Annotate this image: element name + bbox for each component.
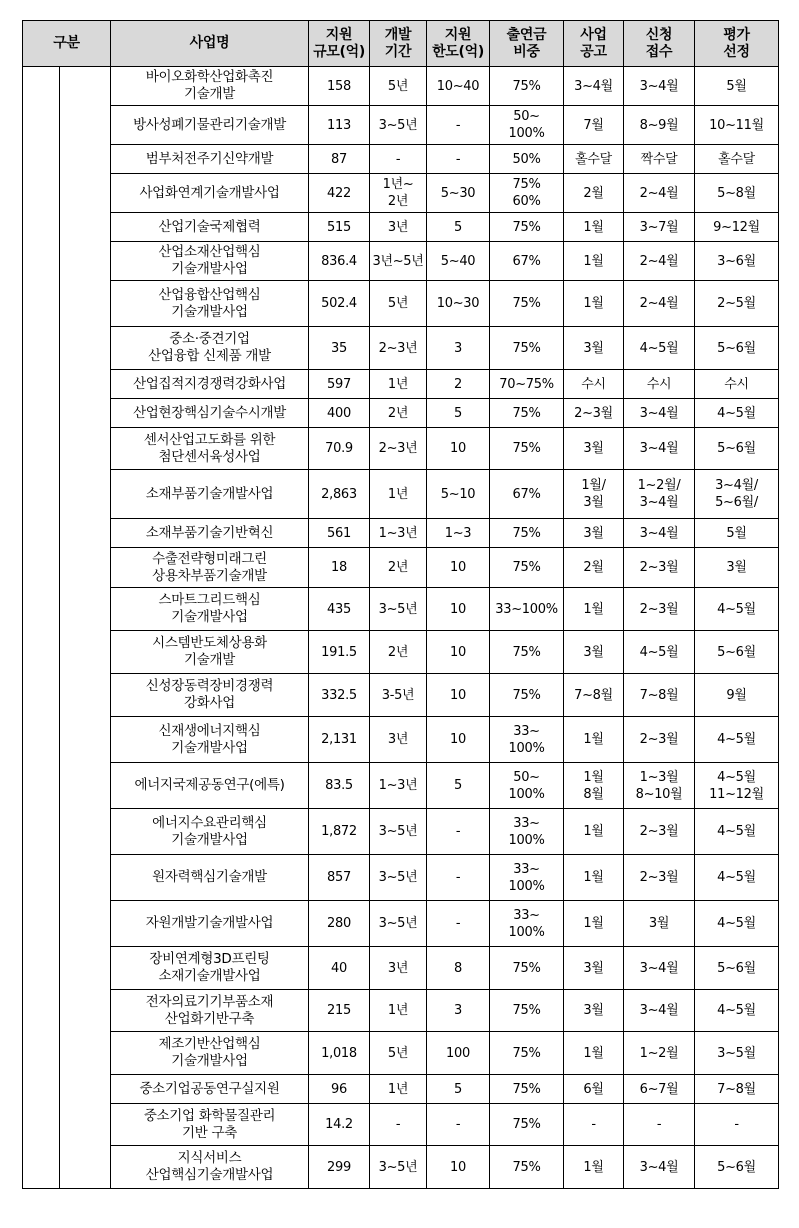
cell-limit: 10	[427, 674, 490, 717]
cell-limit: 10	[427, 717, 490, 763]
cell-select: 3월	[695, 548, 779, 588]
cell-period: 3~5년	[370, 106, 427, 145]
cell-name: 장비연계형3D프린팅 소재기술개발사업	[111, 947, 309, 990]
cell-notice: 수시	[564, 370, 624, 399]
cell-scale: 1,018	[309, 1032, 370, 1075]
cell-select: 9~12월	[695, 213, 779, 242]
cell-notice: 1월	[564, 717, 624, 763]
cell-name: 방사성폐기물관리기술개발	[111, 106, 309, 145]
cell-period: 2년	[370, 548, 427, 588]
cell-apply: 7~8월	[624, 674, 695, 717]
cell-apply: 1~2월	[624, 1032, 695, 1075]
cell-scale: 14.2	[309, 1104, 370, 1146]
table-row	[23, 901, 779, 947]
cell-name: 사업화연계기술개발사업	[111, 174, 309, 213]
cell-name: 자원개발기술개발사업	[111, 901, 309, 947]
cell-notice: 1월	[564, 281, 624, 327]
cell-period: -	[370, 1104, 427, 1146]
cell-select: 5~6월	[695, 631, 779, 674]
cell-scale: 422	[309, 174, 370, 213]
cell-period: 2~3년	[370, 428, 427, 470]
cell-notice: 1월 8월	[564, 763, 624, 809]
header-period: 개발 기간	[370, 21, 427, 67]
cell-apply: 1~2월/ 3~4월	[624, 470, 695, 519]
cell-period: 2~3년	[370, 327, 427, 370]
table-row	[23, 855, 779, 901]
cell-name: 신재생에너지핵심 기술개발사업	[111, 717, 309, 763]
cell-apply: 3~4월	[624, 399, 695, 428]
cell-select: -	[695, 1104, 779, 1146]
cell-ratio: 75%	[490, 1146, 564, 1189]
table-row	[23, 1146, 779, 1189]
cell-period: 3년~5년	[370, 242, 427, 281]
cell-period: -	[370, 145, 427, 174]
cell-period: 5년	[370, 67, 427, 106]
header-apply: 신청 접수	[624, 21, 695, 67]
cell-select: 5~6월	[695, 327, 779, 370]
cell-notice: 1월	[564, 855, 624, 901]
cell-apply: 3~4월	[624, 990, 695, 1032]
cell-ratio: 50~ 100%	[490, 763, 564, 809]
cell-apply: 2~3월	[624, 809, 695, 855]
cell-limit: 5~10	[427, 470, 490, 519]
cell-select: 4~5월 11~12월	[695, 763, 779, 809]
cell-limit: 10	[427, 428, 490, 470]
cell-notice: 3월	[564, 519, 624, 548]
cell-ratio: 75%	[490, 548, 564, 588]
header-gubun: 구분	[23, 21, 111, 67]
cell-notice: 3월	[564, 428, 624, 470]
cell-scale: 332.5	[309, 674, 370, 717]
table-row	[23, 674, 779, 717]
cell-notice: 1월	[564, 242, 624, 281]
cell-notice: 3월	[564, 631, 624, 674]
header-notice: 사업 공고	[564, 21, 624, 67]
cell-scale: 83.5	[309, 763, 370, 809]
table-row	[23, 213, 779, 242]
cell-select: 2~5월	[695, 281, 779, 327]
cell-period: 1년	[370, 990, 427, 1032]
cell-period: 3년	[370, 213, 427, 242]
cell-notice: 7~8월	[564, 674, 624, 717]
cell-notice: 1월	[564, 901, 624, 947]
cell-select: 3~6월	[695, 242, 779, 281]
cell-limit: 10~30	[427, 281, 490, 327]
cell-notice: 3월	[564, 327, 624, 370]
cell-notice: 2~3월	[564, 399, 624, 428]
cell-notice: 1월	[564, 213, 624, 242]
cell-notice: 1월	[564, 1032, 624, 1075]
table-row	[23, 717, 779, 763]
table-row	[23, 631, 779, 674]
cell-select: 수시	[695, 370, 779, 399]
cell-ratio: 75%	[490, 1032, 564, 1075]
cell-select: 4~5월	[695, 855, 779, 901]
cell-name: 시스템반도체상용화 기술개발	[111, 631, 309, 674]
cell-scale: 597	[309, 370, 370, 399]
cell-name: 지식서비스 산업핵심기술개발사업	[111, 1146, 309, 1189]
cell-apply: 3~4월	[624, 67, 695, 106]
cell-period: 3~5년	[370, 588, 427, 631]
cell-name: 에너지국제공동연구(에특)	[111, 763, 309, 809]
cell-ratio: 50~ 100%	[490, 106, 564, 145]
cell-apply: 2~3월	[624, 717, 695, 763]
cell-period: 3년	[370, 947, 427, 990]
cell-scale: 280	[309, 901, 370, 947]
cell-scale: 515	[309, 213, 370, 242]
cell-name: 산업기술국제협력	[111, 213, 309, 242]
cell-name: 전자의료기기부품소재 산업화기반구축	[111, 990, 309, 1032]
cell-apply: 1~3월 8~10월	[624, 763, 695, 809]
table-row	[23, 947, 779, 990]
cell-period: 5년	[370, 1032, 427, 1075]
table-row	[23, 145, 779, 174]
cell-limit: 2	[427, 370, 490, 399]
cell-scale: 40	[309, 947, 370, 990]
table-row	[23, 327, 779, 370]
cell-ratio: 75%	[490, 1104, 564, 1146]
table-row	[23, 67, 779, 106]
table-row	[23, 470, 779, 519]
cell-apply: -	[624, 1104, 695, 1146]
cell-select: 3~4월/ 5~6월/	[695, 470, 779, 519]
cell-scale: 561	[309, 519, 370, 548]
cell-period: 3년	[370, 717, 427, 763]
cell-name: 소재부품기술기반혁신	[111, 519, 309, 548]
cell-apply: 2~3월	[624, 548, 695, 588]
cell-select: 3~5월	[695, 1032, 779, 1075]
cell-select: 5~6월	[695, 947, 779, 990]
cell-select: 4~5월	[695, 399, 779, 428]
cell-notice: 3월	[564, 947, 624, 990]
cell-select: 5~8월	[695, 174, 779, 213]
cell-select: 홀수달	[695, 145, 779, 174]
cell-scale: 113	[309, 106, 370, 145]
cell-notice: 2월	[564, 174, 624, 213]
cell-scale: 299	[309, 1146, 370, 1189]
cell-apply: 2~4월	[624, 174, 695, 213]
cell-apply: 4~5월	[624, 631, 695, 674]
table-row	[23, 1075, 779, 1104]
cell-apply: 6~7월	[624, 1075, 695, 1104]
cell-select: 4~5월	[695, 990, 779, 1032]
cell-ratio: 75%	[490, 281, 564, 327]
cell-period: 5년	[370, 281, 427, 327]
table-row	[23, 1104, 779, 1146]
cell-name: 에너지수요관리핵심 기술개발사업	[111, 809, 309, 855]
table-row	[23, 242, 779, 281]
cell-limit: 3	[427, 327, 490, 370]
cell-apply: 4~5월	[624, 327, 695, 370]
table-row	[23, 990, 779, 1032]
cell-select: 5월	[695, 519, 779, 548]
cell-ratio: 33~ 100%	[490, 855, 564, 901]
cell-ratio: 67%	[490, 470, 564, 519]
cell-limit: 5	[427, 213, 490, 242]
table-row	[23, 370, 779, 399]
cell-name: 산업현장핵심기술수시개발	[111, 399, 309, 428]
cell-select: 10~11월	[695, 106, 779, 145]
cell-period: 3~5년	[370, 901, 427, 947]
cell-limit: 5	[427, 1075, 490, 1104]
cell-apply: 3~4월	[624, 1146, 695, 1189]
cell-notice: -	[564, 1104, 624, 1146]
cell-name: 산업소재산업핵심 기술개발사업	[111, 242, 309, 281]
cell-limit: -	[427, 809, 490, 855]
cell-ratio: 70~75%	[490, 370, 564, 399]
cell-apply: 3~4월	[624, 947, 695, 990]
table-row	[23, 428, 779, 470]
cell-limit: 1~3	[427, 519, 490, 548]
cell-ratio: 33~ 100%	[490, 717, 564, 763]
cell-apply: 2~3월	[624, 588, 695, 631]
header-select: 평가 선정	[695, 21, 779, 67]
cell-period: 3~5년	[370, 809, 427, 855]
cell-name: 산업집적지경쟁력강화사업	[111, 370, 309, 399]
cell-apply: 3~4월	[624, 428, 695, 470]
cell-notice: 홀수달	[564, 145, 624, 174]
cell-name: 중소기업공동연구실지원	[111, 1075, 309, 1104]
header-name: 사업명	[111, 21, 309, 67]
cell-scale: 191.5	[309, 631, 370, 674]
cell-limit: 10	[427, 1146, 490, 1189]
cell-name: 신성장동력장비경쟁력 강화사업	[111, 674, 309, 717]
cell-scale: 215	[309, 990, 370, 1032]
cell-apply: 3월	[624, 901, 695, 947]
cell-select: 5~6월	[695, 428, 779, 470]
cell-select: 7~8월	[695, 1075, 779, 1104]
cell-select: 5월	[695, 67, 779, 106]
cell-apply: 2~4월	[624, 242, 695, 281]
cell-name: 제조기반산업핵심 기술개발사업	[111, 1032, 309, 1075]
table-row	[23, 106, 779, 145]
cell-scale: 96	[309, 1075, 370, 1104]
cell-period: 1~3년	[370, 519, 427, 548]
cell-apply: 3~4월	[624, 519, 695, 548]
cell-select: 5~6월	[695, 1146, 779, 1189]
cell-scale: 2,131	[309, 717, 370, 763]
cell-ratio: 75% 60%	[490, 174, 564, 213]
table-row	[23, 763, 779, 809]
cell-limit: 5~30	[427, 174, 490, 213]
cell-scale: 400	[309, 399, 370, 428]
cell-scale: 158	[309, 67, 370, 106]
cell-name: 센서산업고도화를 위한 첨단센서육성사업	[111, 428, 309, 470]
cell-limit: -	[427, 106, 490, 145]
table-row	[23, 399, 779, 428]
cell-name: 산업융합산업핵심 기술개발사업	[111, 281, 309, 327]
table-row	[23, 1032, 779, 1075]
cell-scale: 2,863	[309, 470, 370, 519]
cell-limit: 5	[427, 763, 490, 809]
cell-apply: 3~7월	[624, 213, 695, 242]
program-table	[22, 20, 779, 1189]
cell-limit: -	[427, 855, 490, 901]
cell-scale: 18	[309, 548, 370, 588]
cell-apply: 2~3월	[624, 855, 695, 901]
cell-period: 1년~ 2년	[370, 174, 427, 213]
cell-limit: 10	[427, 588, 490, 631]
table-row	[23, 548, 779, 588]
cell-limit: 5~40	[427, 242, 490, 281]
cell-apply: 2~4월	[624, 281, 695, 327]
cell-select: 9월	[695, 674, 779, 717]
cell-limit: 10	[427, 631, 490, 674]
cell-apply: 짝수달	[624, 145, 695, 174]
cell-period: 1년	[370, 370, 427, 399]
header-limit: 지원 한도(억)	[427, 21, 490, 67]
cell-ratio: 75%	[490, 1075, 564, 1104]
cell-ratio: 75%	[490, 428, 564, 470]
table-row	[23, 174, 779, 213]
cell-limit: -	[427, 145, 490, 174]
cell-scale: 435	[309, 588, 370, 631]
cell-scale: 502.4	[309, 281, 370, 327]
cell-scale: 857	[309, 855, 370, 901]
cell-limit: 5	[427, 399, 490, 428]
cell-period: 1년	[370, 470, 427, 519]
cell-period: 1~3년	[370, 763, 427, 809]
cell-name: 소재부품기술개발사업	[111, 470, 309, 519]
cell-ratio: 75%	[490, 519, 564, 548]
cell-notice: 6월	[564, 1075, 624, 1104]
table-row	[23, 809, 779, 855]
cell-limit: -	[427, 901, 490, 947]
cell-name: 바이오화학산업화촉진 기술개발	[111, 67, 309, 106]
cell-scale: 35	[309, 327, 370, 370]
cell-period: 1년	[370, 1075, 427, 1104]
cell-name: 중소·중견기업 산업융합 신제품 개발	[111, 327, 309, 370]
table-row	[23, 519, 779, 548]
cell-select: 4~5월	[695, 809, 779, 855]
cell-period: 2년	[370, 399, 427, 428]
cell-notice: 7월	[564, 106, 624, 145]
cell-select: 4~5월	[695, 901, 779, 947]
cell-select: 4~5월	[695, 588, 779, 631]
cell-period: 3~5년	[370, 855, 427, 901]
cell-period: 3~5년	[370, 1146, 427, 1189]
header-ratio: 출연금 비중	[490, 21, 564, 67]
cell-apply: 8~9월	[624, 106, 695, 145]
cell-ratio: 75%	[490, 67, 564, 106]
cell-limit: 3	[427, 990, 490, 1032]
cell-name: 스마트그리드핵심 기술개발사업	[111, 588, 309, 631]
cell-scale: 1,872	[309, 809, 370, 855]
cell-name: 수출전략형미래그린 상용차부품기술개발	[111, 548, 309, 588]
cell-scale: 87	[309, 145, 370, 174]
table-row	[23, 588, 779, 631]
table-header	[23, 21, 779, 67]
cell-limit: 8	[427, 947, 490, 990]
cell-ratio: 75%	[490, 990, 564, 1032]
cell-name: 중소기업 화학물질관리 기반 구축	[111, 1104, 309, 1146]
cell-name: 범부처전주기신약개발	[111, 145, 309, 174]
cell-notice: 1월	[564, 588, 624, 631]
cell-ratio: 75%	[490, 327, 564, 370]
cell-notice: 1월	[564, 1146, 624, 1189]
cell-ratio: 75%	[490, 213, 564, 242]
gubun-sub-cell	[60, 67, 111, 1189]
cell-ratio: 75%	[490, 631, 564, 674]
table-body	[23, 67, 779, 1189]
cell-notice: 3월	[564, 990, 624, 1032]
cell-apply: 수시	[624, 370, 695, 399]
cell-ratio: 33~ 100%	[490, 809, 564, 855]
cell-ratio: 50%	[490, 145, 564, 174]
cell-notice: 2월	[564, 548, 624, 588]
cell-notice: 1월	[564, 809, 624, 855]
cell-notice: 3~4월	[564, 67, 624, 106]
cell-ratio: 33~100%	[490, 588, 564, 631]
cell-ratio: 33~ 100%	[490, 901, 564, 947]
cell-limit: -	[427, 1104, 490, 1146]
cell-limit: 100	[427, 1032, 490, 1075]
cell-ratio: 75%	[490, 674, 564, 717]
cell-notice: 1월/ 3월	[564, 470, 624, 519]
cell-ratio: 75%	[490, 947, 564, 990]
cell-period: 2년	[370, 631, 427, 674]
cell-ratio: 75%	[490, 399, 564, 428]
cell-period: 3-5년	[370, 674, 427, 717]
cell-scale: 70.9	[309, 428, 370, 470]
cell-limit: 10	[427, 548, 490, 588]
header-scale: 지원 규모(억)	[309, 21, 370, 67]
cell-scale: 836.4	[309, 242, 370, 281]
table-row	[23, 281, 779, 327]
cell-limit: 10~40	[427, 67, 490, 106]
cell-ratio: 67%	[490, 242, 564, 281]
cell-name: 원자력핵심기술개발	[111, 855, 309, 901]
gubun-cell	[23, 67, 60, 1189]
cell-select: 4~5월	[695, 717, 779, 763]
